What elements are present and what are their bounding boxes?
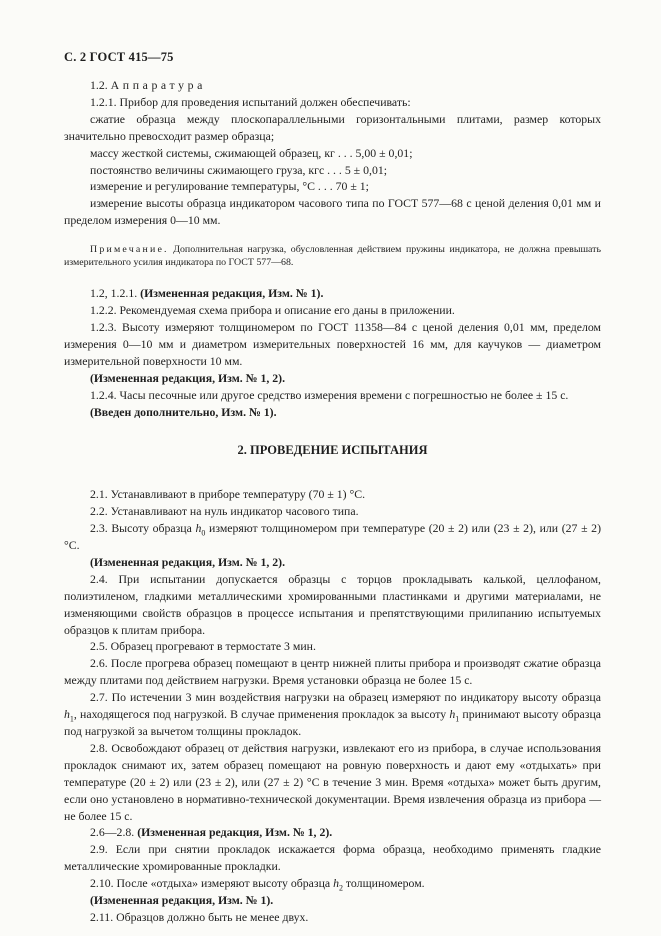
requirement-load: постоянство величины сжимающего груза, кгс . . . 5 ± 0,01; xyxy=(90,162,388,177)
subscript: 2 xyxy=(338,883,343,893)
variable-h: h xyxy=(449,707,456,722)
text-part: 2.3. Высоту образца xyxy=(90,521,196,536)
clause-number: 1.2. xyxy=(90,78,108,92)
clause-1-2-1: 1.2.1. Прибор для проведения испытаний должен обеспечивать: xyxy=(90,94,411,109)
document-body xyxy=(64,77,601,926)
amendment-2-3: (Измененная редакция, Изм. № 1, 2). xyxy=(90,554,286,569)
clause-1-2-4: 1.2.4. Часы песочные или другое средство измерения времени с погрешностью не более ± 15 с. xyxy=(90,387,569,402)
clause-2-7 xyxy=(64,689,601,740)
note-text: Дополнительная нагрузка, обусловленная действием пружины индикатора, не должна превышать измерительного усилия индикатора по ГОСТ 577—68. xyxy=(64,244,601,269)
clause-2-8: 2.8. Освобождают образец от действия нагрузки, извлекают его из прибора, в случае использования прокладок снимают их, затем образец помещают на ровную поверхность и дают ему «отдыхать» при температуре (20 ± 2) или (23 ± 2), или (27 ± 2) °С в течение 3 мин. Время «отдыха» может быть другим, если оно установлено в нормативно-технической документации. Время извлечения образца из прибора — не более 15 с. xyxy=(64,740,601,823)
requirement-mass: массу жесткой системы, сжимающей образец, кг . . . 5,00 ± 0,01; xyxy=(90,145,413,160)
page-header: С. 2 ГОСТ 415—75 xyxy=(64,50,174,64)
clause-2-10 xyxy=(64,875,601,892)
subscript: 0 xyxy=(201,528,206,538)
clause-title: Аппаратура xyxy=(110,78,206,92)
text-part: 2.7. По истечении 3 мин воздействия нагрузки на образец измеряют по индикатору высоту образца xyxy=(90,690,601,705)
text-part: толщиномером. xyxy=(342,876,425,891)
clause-2-6: 2.6. После прогрева образец помещают в центр нижней плиты прибора и производят сжатие образца между плитами под действием нагрузки. Время установки образца не более 15 с. xyxy=(64,656,601,688)
section-heading: 2. ПРОВЕДЕНИЕ ИСПЫТАНИЯ xyxy=(237,443,428,458)
clause-2-5: 2.5. Образец прогревают в термостате 3 мин. xyxy=(90,639,316,654)
clause-1-2-2: 1.2.2. Рекомендуемая схема прибора и описание его даны в приложении. xyxy=(90,303,455,318)
clause-1-2-3: 1.2.3. Высоту измеряют толщиномером по ГОСТ 11358—84 с ценой деления 0,01 мм, пределом измерения 0—10 мм и диаметром измерительных поверхностей 16 мм, для каучуков — диаметром измерительной поверхности 10 мм. xyxy=(64,319,601,368)
text-part: , находящегося под нагрузкой. В случае применения прокладок за высоту xyxy=(73,707,450,722)
clause-2-11: 2.11. Образцов должно быть не менее двух. xyxy=(90,909,309,924)
amendment-2-10: (Измененная редакция, Изм. № 1). xyxy=(90,893,274,908)
amendment-2-6-2-8 xyxy=(64,824,601,841)
clause-2-1: 2.1. Устанавливают в приборе температуру (70 ± 1) °С. xyxy=(90,487,366,502)
text-part: измеряют толщиномером при температуре (20 ± 2) или (23 ± 2), или (27 ± 2) °С. xyxy=(64,521,601,553)
requirement-height: измерение высоты образца индикатором часового типа по ГОСТ 577—68 с ценой деления 0,01 мм и пределом измерения 0—10 мм. xyxy=(64,196,601,228)
variable-h: h xyxy=(195,521,202,536)
subscript: 1 xyxy=(455,714,460,724)
amendment-text: (Измененная редакция, Изм. № 1, 2). xyxy=(137,825,333,840)
clause-2-9: 2.9. Если при снятии прокладок искажается форма образца, необходимо применять гладкие металлические хромированные прокладки. xyxy=(64,842,601,874)
variable-h: h xyxy=(333,876,339,891)
text-part: принимают высоту образца под нагрузкой за вычетом толщины прокладок. xyxy=(64,707,601,738)
note xyxy=(64,243,601,269)
requirement-compression: сжатие образца между плоскопараллельными горизонтальными плитами, размер которых значительно превосходит размер образца; xyxy=(64,111,601,143)
text-part: 2.10. После «отдыха» измеряют высоту образца xyxy=(90,876,334,891)
subscript: 1 xyxy=(69,714,74,724)
amendment-1-2-4: (Введен дополнительно, Изм. № 1). xyxy=(90,404,277,419)
amendment-number: 2.6—2.8. xyxy=(90,825,138,840)
amendment-1-2 xyxy=(64,285,601,302)
clause-2-3 xyxy=(64,520,601,554)
amendment-1-2-3: (Измененная редакция, Изм. № 1, 2). xyxy=(90,370,286,385)
requirement-temperature: измерение и регулирование температуры, °С . . . 70 ± 1; xyxy=(90,179,369,194)
clause-2-2: 2.2. Устанавливают на нуль индикатор часового типа. xyxy=(90,504,359,519)
amendment-text: (Измененная редакция, Изм. № 1). xyxy=(140,286,324,301)
variable-h: h xyxy=(64,707,70,722)
clause-1-2 xyxy=(64,77,601,94)
clause-2-4: 2.4. При испытании допускается образцы с торцов прокладывать калькой, целлофаном, полиэтиленом, гладкими металлическими хромированными пластинками и другими материалами, не изменяющими свойств образцов в процессе испытания и препятствующими прилипанию испытуемых образцов к плитам прибора. xyxy=(64,571,601,637)
note-title: Примечание. xyxy=(90,244,169,256)
amendment-number: 1.2, 1.2.1. xyxy=(90,286,141,301)
